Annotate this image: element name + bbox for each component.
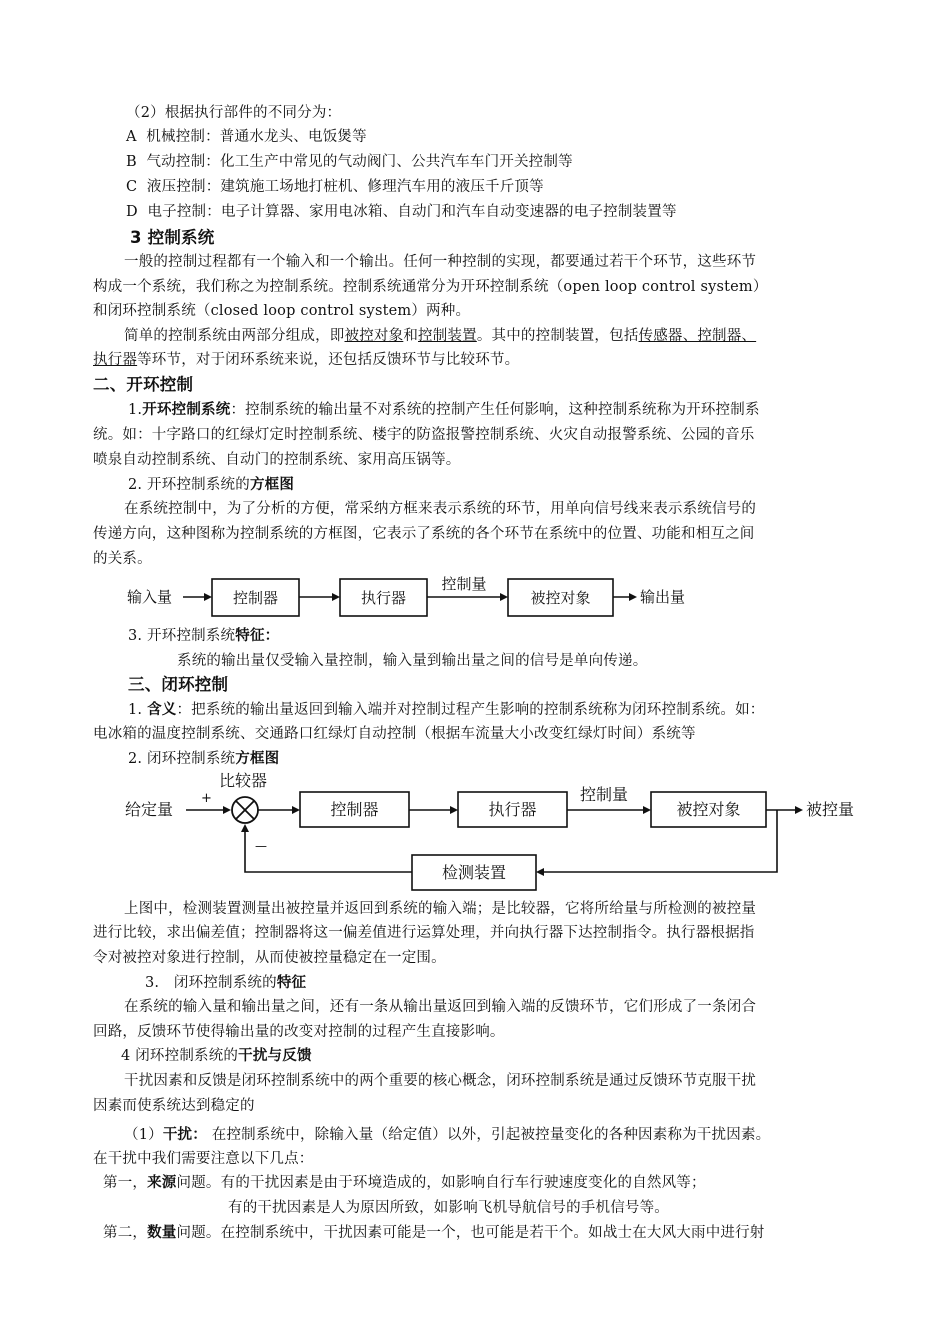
control-system-p1-line2: 构成一个系统，我们称之为控制系统。控制系统通常分为开环控制系统（open loop control system）: [93, 279, 768, 295]
closed-loop-def-line2: 电冰箱的温度控制系统、交通路口红绿灯自动控制（根据车流量大小改变红绿灯时间）系统等: [93, 726, 696, 742]
ol-plant-label: 被控对象: [530, 589, 591, 607]
open-loop-def-text: ：控制系统的输出量不对系统的控制产生任何影响，这种控制系统称为开环控制系: [230, 402, 760, 418]
cl-arrowhead: [223, 806, 231, 814]
exec-intro: （2）根据执行部件的不同分为：: [126, 105, 342, 121]
cl-arrowhead: [536, 868, 544, 876]
cl-arrowhead: [643, 806, 651, 814]
closed-loop-dist-term: 干扰与反馈: [238, 1048, 312, 1064]
p2-text: 简单的控制系统由两部分组成，即: [124, 328, 345, 344]
exec-item-letter: C: [126, 179, 138, 195]
closed-loop-bd-title: [128, 748, 279, 770]
open-loop-bd-line3: 的关系。: [93, 551, 152, 567]
open-loop-def-line3: 喷泉自动控制系统、自动门的控制系统、家用高压锅等。: [93, 452, 461, 468]
open-loop-bd-line1: 在系统控制中，为了分析的方便，常采纳方框来表示系统的环节，用单向信号线来表示系统信号的: [124, 501, 757, 517]
cl-arrowhead: [292, 806, 300, 814]
closed-loop-expl-line3: 令对被控对象进行控制，从而使被控量稳定在一定围。: [93, 950, 446, 966]
closed-loop-feat-line1: 在系统的输入量和输出量之间，还有一条从输出量返回到输入端的反馈环节，它们形成了一条闭合: [124, 999, 757, 1015]
quantity-term: 数量: [147, 1225, 177, 1241]
open-loop-feat-title: [128, 625, 279, 647]
cl-sensor-label: 检测装置: [441, 863, 507, 882]
cl-input-label: 给定量: [125, 800, 174, 819]
source-prefix: 第一，: [103, 1175, 148, 1191]
control-system-p1-line1: 一般的控制过程都有一个输入和一个输出。任何一种控制的实现，都要通过若干个环节，这些环节: [124, 254, 757, 270]
ol-arrowhead: [500, 593, 508, 601]
closed-loop-feat-term: 特征: [276, 975, 307, 991]
p2-term-plant: 被控对象: [344, 328, 404, 344]
exec-item-letter: B: [126, 154, 137, 170]
ol-controller-label: 控制器: [232, 589, 279, 607]
open-loop-bd-title: [128, 474, 294, 496]
closed-loop-dist-line1: 干扰因素和反馈是闭环控制系统中的两个重要的核心概念，闭环控制系统是通过反馈环节克服干扰: [124, 1073, 757, 1089]
closed-loop-dist-line2: 因素而使系统达到稳定的: [93, 1098, 255, 1114]
cl-feedback-line-left: [245, 831, 412, 872]
open-loop-feat-term: 特征：: [235, 628, 280, 644]
quantity-line1: [103, 1222, 765, 1244]
closed-loop-dist-title-text: 4 闭环控制系统的: [121, 1048, 239, 1064]
closed-loop-def-num: 1.: [128, 702, 143, 718]
ol-actuator-label: 执行器: [360, 589, 407, 607]
closed-loop-feat-line2: 回路，反馈环节使得输出量的改变对控制的过程产生直接影响。: [93, 1024, 505, 1040]
source-text: 问题。有的干扰因素是由于环境造成的，如影响自行车行驶速度变化的自然风等；: [176, 1175, 706, 1191]
interference-line2: 在干扰中我们需要注意以下几点：: [93, 1151, 314, 1167]
control-system-p1-line3: 和闭环控制系统（closed loop control system）两种。: [93, 303, 471, 319]
open-loop-block-diagram: [0, 565, 950, 625]
closed-loop-block-diagram: [0, 768, 950, 898]
p2-text: 。其中的控制装置，包括: [476, 328, 639, 344]
cl-arrowhead: [795, 806, 803, 814]
p2-term-actuator: 执行器: [93, 352, 138, 368]
closed-loop-expl-line1: 上图中，检测装置测量出被控量并返回到系统的输入端；是比较器，它将所给量与所检测的被控量: [124, 901, 757, 917]
ol-output-label: 输出量: [640, 588, 686, 606]
open-loop-heading: 二、开环控制: [93, 375, 194, 394]
quantity-text: 问题。在控制系统中，干扰因素可能是一个，也可能是若干个。如战士在大风大雨中进行射: [176, 1225, 765, 1241]
cl-arrowhead: [241, 824, 249, 832]
exec-item-letter: D: [126, 204, 138, 220]
cl-plus-sign: +: [201, 791, 212, 806]
exec-item-examples: 化工生产中常见的气动阀门、公共汽车车门开关控制等: [219, 154, 573, 170]
cl-arrowhead: [450, 806, 458, 814]
closed-loop-def-line1: [128, 699, 764, 721]
closed-loop-bd-title-text: 2. 闭环控制系统: [128, 751, 236, 767]
cl-actuator-label: 执行器: [488, 800, 537, 819]
exec-item-name: 机械控制：: [146, 129, 220, 145]
exec-item-name: 液压控制：: [146, 179, 221, 195]
quantity-prefix: 第二，: [103, 1225, 148, 1241]
exec-item-d: [126, 201, 677, 223]
open-loop-bd-line2: 传递方向，这种图称为控制系统的方框图，它表示了系统的各个环节在系统中的位置、功能和相互之间: [93, 526, 755, 542]
interference-num: （1）: [124, 1127, 163, 1143]
closed-loop-expl-line2: 进行比较，求出偏差值；控制器将这一偏差值进行运算处理，并向执行器下达控制指令。执行器根据指: [93, 925, 755, 941]
interference-term: 干扰：: [162, 1127, 207, 1143]
ol-input-label: 输入量: [127, 588, 173, 606]
exec-item-name: 电子控制：: [147, 204, 221, 220]
cl-output-label: 被控量: [806, 800, 855, 819]
closed-loop-feat-title-text: 3. 闭环控制系统的: [145, 975, 277, 991]
ol-arrowhead: [332, 593, 340, 601]
p2-term-control-device: 控制装置: [418, 328, 477, 344]
exec-item-a: [126, 126, 367, 148]
cl-signal-label: 控制量: [579, 785, 629, 804]
closed-loop-def-term: 含义: [147, 702, 177, 718]
p2-text: 等环节，对于闭环系统来说，还包括反馈环节与比较环节。: [137, 352, 520, 368]
closed-loop-heading: 三、闭环控制: [128, 675, 229, 694]
control-system-heading: 3 控制系统: [130, 228, 215, 247]
p2-term-sensor-controller: 传感器、控制器、: [638, 328, 757, 344]
p2-text: 和: [403, 328, 419, 344]
source-term: 来源: [147, 1175, 177, 1191]
open-loop-def-line1: [128, 399, 760, 421]
closed-loop-def-text: ：把系统的输出量返回到输入端并对控制过程产生影响的控制系统称为闭环控制系统。如：: [176, 702, 765, 718]
open-loop-def-num: 1.: [128, 402, 143, 418]
source-line2: 有的干扰因素是人为原因所致，如影响飞机导航信号的手机信号等。: [228, 1200, 669, 1216]
closed-loop-bd-term: 方框图: [235, 751, 280, 767]
interference-text: 在控制系统中，除输入量（给定值）以外，引起被控量变化的各种因素称为干扰因素。: [211, 1127, 771, 1143]
closed-loop-feat-title: [145, 972, 306, 994]
cl-comparator-label: 比较器: [219, 771, 268, 790]
exec-item-c: [126, 176, 544, 198]
ol-arrowhead: [204, 593, 212, 601]
open-loop-def-term: 开环控制系统: [142, 402, 231, 418]
open-loop-bd-title-text: 2. 开环控制系统的: [128, 477, 250, 493]
control-system-p2-line1: [124, 325, 756, 347]
open-loop-feat-title-text: 3. 开环控制系统: [128, 628, 236, 644]
exec-item-examples: 电子计算器、家用电冰箱、自动门和汽车自动变速器的电子控制装置等: [220, 204, 677, 220]
open-loop-def-line2: 统。如：十字路口的红绿灯定时控制系统、楼宇的防盗报警控制系统、火灾自动报警系统、公园的音乐: [93, 427, 755, 443]
source-line1: [103, 1172, 706, 1194]
ol-arrowhead: [629, 593, 637, 601]
cl-plant-label: 被控对象: [676, 800, 741, 819]
cl-minus-sign: —: [255, 839, 267, 853]
ol-signal-label: 控制量: [441, 575, 487, 593]
exec-item-b: [126, 151, 573, 173]
exec-item-name: 气动控制：: [146, 154, 220, 170]
control-system-p2-line2: [93, 349, 519, 371]
cl-comparator-symbol: [232, 797, 258, 823]
exec-item-examples: 普通水龙头、电饭煲等: [219, 129, 367, 145]
closed-loop-dist-title: [121, 1045, 312, 1067]
open-loop-bd-term: 方框图: [249, 477, 295, 493]
interference-line1: [124, 1124, 770, 1146]
exec-item-letter: A: [126, 129, 137, 145]
cl-controller-label: 控制器: [330, 800, 379, 819]
open-loop-feat-text: 系统的输出量仅受输入量控制，输入量到输出量之间的信号是单向传递。: [177, 653, 648, 669]
exec-item-examples: 建筑施工场地打桩机、修理汽车用的液压千斤顶等: [220, 179, 544, 195]
